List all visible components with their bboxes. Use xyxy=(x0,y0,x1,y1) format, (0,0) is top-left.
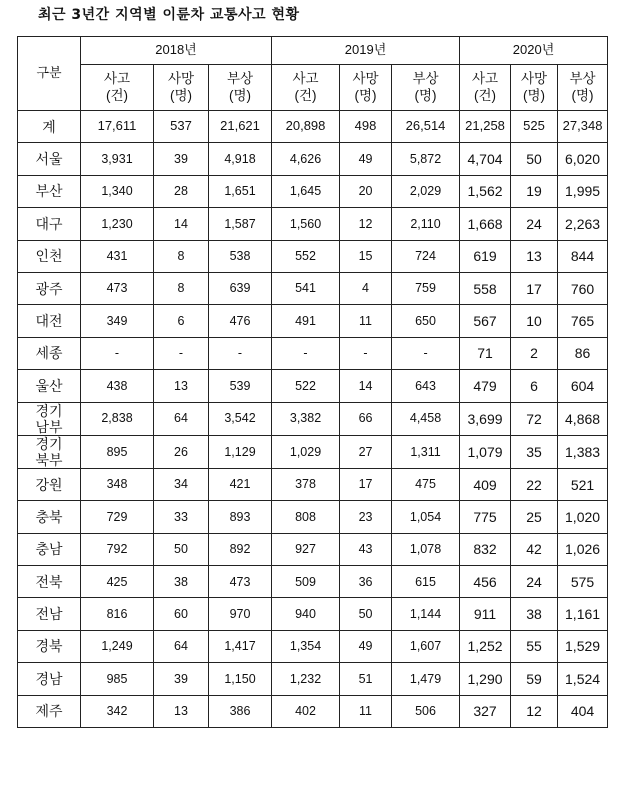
value-cell: 39 xyxy=(154,143,209,175)
value-cell: 25 xyxy=(511,501,558,533)
value-cell: 639 xyxy=(209,272,272,304)
region-cell xyxy=(18,695,81,727)
value-cell: 14 xyxy=(154,208,209,240)
value-cell: 22 xyxy=(511,468,558,500)
value-cell: 50 xyxy=(154,533,209,565)
value-cell: 86 xyxy=(558,337,608,369)
value-cell: 940 xyxy=(272,598,340,630)
value-cell: 724 xyxy=(392,240,460,272)
value-cell: 1,524 xyxy=(558,663,608,695)
value-cell: 386 xyxy=(209,695,272,727)
value-cell: 21,621 xyxy=(209,111,272,143)
value-cell: 521 xyxy=(558,468,608,500)
value-cell: 816 xyxy=(81,598,154,630)
value-cell: 342 xyxy=(81,695,154,727)
metric-unit: (명) xyxy=(228,87,252,103)
table-row xyxy=(18,337,608,369)
table-row xyxy=(18,272,608,304)
metric-header xyxy=(460,65,511,111)
value-cell: 892 xyxy=(209,533,272,565)
region-cell xyxy=(18,143,81,175)
metric-label: 부상 xyxy=(412,70,439,86)
value-cell: 20 xyxy=(340,175,392,207)
value-cell: 506 xyxy=(392,695,460,727)
metric-unit: (건) xyxy=(105,87,129,103)
table-row xyxy=(18,402,608,435)
region-name: 인천 xyxy=(35,248,63,265)
value-cell: 479 xyxy=(460,370,511,402)
region-cell xyxy=(18,337,81,369)
region-name: 전북 xyxy=(35,573,63,590)
metric-unit: (명) xyxy=(571,87,594,103)
region-cell xyxy=(18,370,81,402)
value-cell: 39 xyxy=(154,663,209,695)
value-cell: 1,995 xyxy=(558,175,608,207)
value-cell: 575 xyxy=(558,566,608,598)
region-cell xyxy=(18,305,81,337)
value-cell: 1,529 xyxy=(558,630,608,662)
value-cell: 1,026 xyxy=(558,533,608,565)
value-cell: 1,029 xyxy=(272,435,340,468)
value-cell: 438 xyxy=(81,370,154,402)
value-cell: 24 xyxy=(511,566,558,598)
value-cell: 55 xyxy=(511,630,558,662)
value-cell: 5,872 xyxy=(392,143,460,175)
value-cell: 38 xyxy=(154,566,209,598)
region-name: 대전 xyxy=(35,312,63,329)
value-cell: 402 xyxy=(272,695,340,727)
value-cell: 1,587 xyxy=(209,208,272,240)
region-name: 충북 xyxy=(35,508,63,525)
region-name: 부산 xyxy=(35,183,63,200)
value-cell: 12 xyxy=(511,695,558,727)
value-cell: 765 xyxy=(558,305,608,337)
value-cell: 1,252 xyxy=(460,630,511,662)
value-cell: - xyxy=(154,337,209,369)
metric-label: 사고 xyxy=(471,70,499,86)
value-cell: 23 xyxy=(340,501,392,533)
table-row xyxy=(18,208,608,240)
region-cell xyxy=(18,501,81,533)
table-row xyxy=(18,695,608,727)
value-cell: 13 xyxy=(154,695,209,727)
value-cell: 72 xyxy=(511,402,558,435)
value-cell: 985 xyxy=(81,663,154,695)
value-cell: 893 xyxy=(209,501,272,533)
region-name: 서울 xyxy=(35,151,63,168)
value-cell: 13 xyxy=(154,370,209,402)
value-cell: 1,290 xyxy=(460,663,511,695)
metric-header xyxy=(392,65,460,111)
value-cell: 349 xyxy=(81,305,154,337)
value-cell: 1,383 xyxy=(558,435,608,468)
value-cell: 14 xyxy=(340,370,392,402)
year-header-2018: 2018년 xyxy=(81,37,272,65)
value-cell: 832 xyxy=(460,533,511,565)
table-row xyxy=(18,566,608,598)
value-cell: 643 xyxy=(392,370,460,402)
value-cell: 50 xyxy=(340,598,392,630)
value-cell: 650 xyxy=(392,305,460,337)
region-cell xyxy=(18,208,81,240)
header-row-metrics xyxy=(18,65,608,111)
table-row xyxy=(18,630,608,662)
region-cell xyxy=(18,402,81,435)
metric-unit: (명) xyxy=(354,87,377,103)
value-cell: 475 xyxy=(392,468,460,500)
value-cell: - xyxy=(392,337,460,369)
value-cell: 2,838 xyxy=(81,402,154,435)
value-cell: 541 xyxy=(272,272,340,304)
value-cell: 36 xyxy=(340,566,392,598)
value-cell: 24 xyxy=(511,208,558,240)
value-cell: 927 xyxy=(272,533,340,565)
value-cell: 1,232 xyxy=(272,663,340,695)
value-cell: 4,704 xyxy=(460,143,511,175)
table-row xyxy=(18,143,608,175)
value-cell: - xyxy=(272,337,340,369)
value-cell: 21,258 xyxy=(460,111,511,143)
value-cell: 1,340 xyxy=(81,175,154,207)
value-cell: 59 xyxy=(511,663,558,695)
value-cell: 456 xyxy=(460,566,511,598)
value-cell: 3,542 xyxy=(209,402,272,435)
table-row xyxy=(18,435,608,468)
value-cell: 525 xyxy=(511,111,558,143)
table-row xyxy=(18,370,608,402)
table-row xyxy=(18,598,608,630)
metric-label: 사망 xyxy=(520,70,548,86)
value-cell: 42 xyxy=(511,533,558,565)
value-cell: 64 xyxy=(154,630,209,662)
table-row xyxy=(18,111,608,143)
metric-header xyxy=(340,65,392,111)
value-cell: 49 xyxy=(340,630,392,662)
value-cell: 35 xyxy=(511,435,558,468)
region-cell xyxy=(18,240,81,272)
value-cell: 1,354 xyxy=(272,630,340,662)
metric-label: 부상 xyxy=(226,70,254,86)
value-cell: 808 xyxy=(272,501,340,533)
value-cell: 476 xyxy=(209,305,272,337)
region-cell xyxy=(18,598,81,630)
value-cell: 1,079 xyxy=(460,435,511,468)
region-name: 남부 xyxy=(35,418,63,435)
metric-unit: (명) xyxy=(523,87,546,103)
value-cell: 6,020 xyxy=(558,143,608,175)
value-cell: 51 xyxy=(340,663,392,695)
table-row xyxy=(18,663,608,695)
value-cell: 3,931 xyxy=(81,143,154,175)
value-cell: 27 xyxy=(340,435,392,468)
region-cell xyxy=(18,111,81,143)
value-cell: 60 xyxy=(154,598,209,630)
value-cell: 473 xyxy=(81,272,154,304)
value-cell: 404 xyxy=(558,695,608,727)
value-cell: 49 xyxy=(340,143,392,175)
region-cell xyxy=(18,272,81,304)
table-row xyxy=(18,240,608,272)
metric-unit: (명) xyxy=(169,87,193,103)
value-cell: 775 xyxy=(460,501,511,533)
value-cell: 1,020 xyxy=(558,501,608,533)
value-cell: 15 xyxy=(340,240,392,272)
metric-header xyxy=(209,65,272,111)
value-cell: 491 xyxy=(272,305,340,337)
value-cell: 10 xyxy=(511,305,558,337)
value-cell: 729 xyxy=(81,501,154,533)
region-name: 광주 xyxy=(35,280,63,297)
value-cell: 911 xyxy=(460,598,511,630)
value-cell: 64 xyxy=(154,402,209,435)
region-name: 충남 xyxy=(35,541,63,558)
value-cell: 3,699 xyxy=(460,402,511,435)
value-cell: 1,144 xyxy=(392,598,460,630)
value-cell: - xyxy=(209,337,272,369)
value-cell: 4,626 xyxy=(272,143,340,175)
value-cell: 2,029 xyxy=(392,175,460,207)
metric-unit: (건) xyxy=(474,87,497,103)
value-cell: 425 xyxy=(81,566,154,598)
value-cell: 11 xyxy=(340,695,392,727)
metric-unit: (명) xyxy=(414,87,437,103)
value-cell: 509 xyxy=(272,566,340,598)
value-cell: 6 xyxy=(154,305,209,337)
region-cell xyxy=(18,566,81,598)
value-cell: 1,417 xyxy=(209,630,272,662)
region-name: 경남 xyxy=(35,670,63,687)
metric-header xyxy=(558,65,608,111)
value-cell: 409 xyxy=(460,468,511,500)
value-cell: 17,611 xyxy=(81,111,154,143)
metric-header xyxy=(511,65,558,111)
value-cell: - xyxy=(81,337,154,369)
value-cell: 11 xyxy=(340,305,392,337)
value-cell: 615 xyxy=(392,566,460,598)
region-cell xyxy=(18,630,81,662)
metric-header xyxy=(272,65,340,111)
year-header-2020: 2020년 xyxy=(460,37,608,65)
accident-table xyxy=(17,36,608,728)
region-name: 대구 xyxy=(35,215,63,232)
value-cell: 43 xyxy=(340,533,392,565)
value-cell: 539 xyxy=(209,370,272,402)
value-cell: 1,668 xyxy=(460,208,511,240)
metric-label: 사고 xyxy=(292,70,319,86)
value-cell: 1,607 xyxy=(392,630,460,662)
value-cell: 498 xyxy=(340,111,392,143)
value-cell: 1,562 xyxy=(460,175,511,207)
metric-header xyxy=(154,65,209,111)
value-cell: 1,651 xyxy=(209,175,272,207)
value-cell: - xyxy=(340,337,392,369)
region-name: 계 xyxy=(42,118,56,135)
value-cell: 19 xyxy=(511,175,558,207)
value-cell: 522 xyxy=(272,370,340,402)
value-cell: 17 xyxy=(340,468,392,500)
value-cell: 1,230 xyxy=(81,208,154,240)
value-cell: 50 xyxy=(511,143,558,175)
value-cell: 1,645 xyxy=(272,175,340,207)
region-name: 강원 xyxy=(35,476,63,493)
value-cell: 27,348 xyxy=(558,111,608,143)
value-cell: 378 xyxy=(272,468,340,500)
year-header-2019: 2019년 xyxy=(272,37,460,65)
metric-label: 사망 xyxy=(352,70,379,86)
value-cell: 71 xyxy=(460,337,511,369)
metric-unit: (건) xyxy=(294,87,317,103)
value-cell: 567 xyxy=(460,305,511,337)
value-cell: 558 xyxy=(460,272,511,304)
value-cell: 8 xyxy=(154,272,209,304)
value-cell: 1,078 xyxy=(392,533,460,565)
value-cell: 4,458 xyxy=(392,402,460,435)
page-title: 최근 3년간 지역별 이륜차 교통사고 현황 xyxy=(38,7,300,23)
value-cell: 348 xyxy=(81,468,154,500)
region-cell xyxy=(18,533,81,565)
value-cell: 1,479 xyxy=(392,663,460,695)
metric-header xyxy=(81,65,154,111)
table-row xyxy=(18,501,608,533)
value-cell: 537 xyxy=(154,111,209,143)
value-cell: 473 xyxy=(209,566,272,598)
value-cell: 760 xyxy=(558,272,608,304)
value-cell: 13 xyxy=(511,240,558,272)
value-cell: 1,054 xyxy=(392,501,460,533)
value-cell: 970 xyxy=(209,598,272,630)
region-name: 울산 xyxy=(35,377,63,394)
value-cell: 38 xyxy=(511,598,558,630)
value-cell: 1,311 xyxy=(392,435,460,468)
header-row-years xyxy=(18,37,608,65)
value-cell: 26 xyxy=(154,435,209,468)
value-cell: 421 xyxy=(209,468,272,500)
region-cell xyxy=(18,175,81,207)
metric-label: 부상 xyxy=(569,70,596,86)
value-cell: 1,249 xyxy=(81,630,154,662)
value-cell: 2,263 xyxy=(558,208,608,240)
value-cell: 538 xyxy=(209,240,272,272)
region-name: 제주 xyxy=(35,703,63,720)
value-cell: 3,382 xyxy=(272,402,340,435)
value-cell: 6 xyxy=(511,370,558,402)
value-cell: 844 xyxy=(558,240,608,272)
region-cell xyxy=(18,468,81,500)
value-cell: 2 xyxy=(511,337,558,369)
value-cell: 17 xyxy=(511,272,558,304)
metric-label: 사고 xyxy=(103,70,131,86)
metric-label: 사망 xyxy=(167,70,195,86)
value-cell: 26,514 xyxy=(392,111,460,143)
value-cell: 33 xyxy=(154,501,209,533)
value-cell: 20,898 xyxy=(272,111,340,143)
region-name: 경기 xyxy=(35,402,63,419)
region-name: 세종 xyxy=(35,345,63,362)
value-cell: 431 xyxy=(81,240,154,272)
region-name: 북부 xyxy=(35,451,63,468)
value-cell: 4,868 xyxy=(558,402,608,435)
table-row xyxy=(18,175,608,207)
value-cell: 792 xyxy=(81,533,154,565)
table-row xyxy=(18,468,608,500)
value-cell: 552 xyxy=(272,240,340,272)
value-cell: 12 xyxy=(340,208,392,240)
region-name: 경기 xyxy=(35,435,63,452)
value-cell: 66 xyxy=(340,402,392,435)
value-cell: 4,918 xyxy=(209,143,272,175)
value-cell: 1,560 xyxy=(272,208,340,240)
value-cell: 895 xyxy=(81,435,154,468)
value-cell: 1,129 xyxy=(209,435,272,468)
value-cell: 34 xyxy=(154,468,209,500)
table-row xyxy=(18,305,608,337)
region-cell xyxy=(18,435,81,468)
value-cell: 619 xyxy=(460,240,511,272)
category-header: 구분 xyxy=(18,37,81,111)
value-cell: 2,110 xyxy=(392,208,460,240)
region-cell xyxy=(18,663,81,695)
region-name: 경북 xyxy=(35,638,63,655)
value-cell: 759 xyxy=(392,272,460,304)
value-cell: 1,161 xyxy=(558,598,608,630)
table-body xyxy=(18,111,608,728)
table-row xyxy=(18,533,608,565)
value-cell: 8 xyxy=(154,240,209,272)
value-cell: 1,150 xyxy=(209,663,272,695)
value-cell: 327 xyxy=(460,695,511,727)
region-name: 전남 xyxy=(35,606,63,623)
value-cell: 604 xyxy=(558,370,608,402)
value-cell: 4 xyxy=(340,272,392,304)
value-cell: 28 xyxy=(154,175,209,207)
